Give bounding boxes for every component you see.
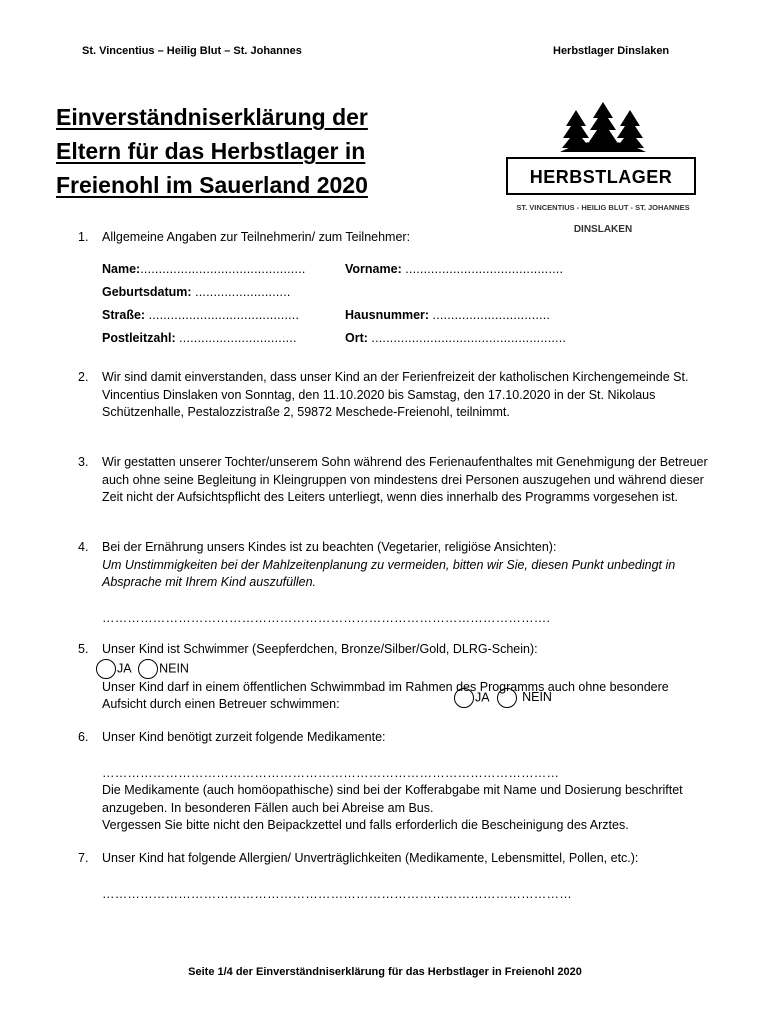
section-4-text: Bei der Ernährung unsers Kindes ist zu beachten (Vegetarier, religiöse Ansichten): xyxy=(102,540,557,554)
schwimmer-options xyxy=(96,659,710,679)
section-1-number: 1. xyxy=(78,230,89,244)
name-label: Name: xyxy=(102,262,141,276)
section-4-italic-note: Um Unstimmigkeiten bei der Mahlzeitenplanung zu vermeiden, bitten wir Sie, diesen Punkt unbedingt in Absprache mit Ihrem Kind auszufüllen. xyxy=(102,557,676,589)
ernaehrung-blank[interactable]: ……………………………………………………………………………………………. xyxy=(102,610,551,625)
vorname-field[interactable] xyxy=(345,262,563,276)
section-2-number: 2. xyxy=(78,370,89,384)
section-5-content xyxy=(102,641,710,714)
schwimmbad-ja-radio[interactable] xyxy=(454,688,474,708)
title-line-3: Freienohl im Sauerland 2020 xyxy=(56,172,368,198)
schwimmbad-options xyxy=(454,688,552,708)
section-5-text-2: Unser Kind darf in einem öffentlichen Schwimmbad im Rahmen des Programms auch ohne besondere Aufsicht durch einen Betreuer schwimmen: xyxy=(102,679,669,711)
ort-label: Ort: xyxy=(345,331,368,345)
section-3-text: Wir gestatten unserer Tochter/unserem Sohn während des Ferienaufenthaltes mit Genehmigung der Betreuer auch ohne seine Begleitung in Kleingruppen von mindestens drei Personen auszugehen und während dieser Zeit nicht der Aufsichtspflicht des Leiters unterliegt, wenn dies innerhalb des Programms vorgesehen ist. xyxy=(102,455,708,504)
schwimmbad-nein-label: NEIN xyxy=(522,689,552,704)
section-5-text: Unser Kind ist Schwimmer (Seepferdchen, Bronze/Silber/Gold, DLRG-Schein): xyxy=(102,642,538,656)
ort-blank[interactable]: ..................................................... xyxy=(371,331,567,345)
schwimmbad-ja-label: JA xyxy=(475,689,490,704)
strasse-label: Straße: xyxy=(102,308,146,322)
geburtsdatum-field[interactable] xyxy=(102,285,291,299)
schwimmbad-nein-radio[interactable] xyxy=(497,688,517,708)
section-5-number: 5. xyxy=(78,642,89,656)
section-4-content xyxy=(102,539,710,627)
section-2-text: Wir sind damit einverstanden, dass unser Kind an der Ferienfreizeit der katholischen Kirchengemeinde St. Vincentius Dinslaken von Sonntag, den 11.10.2020 bis Samstag, den 17.10.2020 in der St. Nikolaus Schützenhalle, Pestalozzistraße 2, 59872 Meschede-Freienohl, teilnimmt. xyxy=(102,370,689,419)
logo-wordmark: HERBSTLAGER xyxy=(529,167,673,187)
name-field[interactable] xyxy=(102,262,306,276)
section-6-note-2: Vergessen Sie bitte nicht den Beipackzettel und falls erforderlich die Bescheinigung des Arztes. xyxy=(102,818,629,832)
name-blank[interactable]: ............................................. xyxy=(140,262,306,276)
section-6-note-1: Die Medikamente (auch homöopathische) sind bei der Kofferabgabe mit Name und Dosierung beschriftet anzugeben. In besonderen Fällen auch bei Abreise am Bus. xyxy=(102,783,683,815)
schwimmer-nein-label: NEIN xyxy=(159,660,189,675)
medikamente-blank[interactable]: ……………………………………………………………………………………………… xyxy=(102,765,560,780)
hausnummer-label: Hausnummer: xyxy=(345,308,430,322)
logo-city: DINSLAKEN xyxy=(573,224,633,235)
title-line-2: Eltern für das Herbstlager in xyxy=(56,138,366,164)
trees-icon xyxy=(558,100,648,156)
logo-subtitle: ST. VINCENTIUS - HEILIG BLUT - ST. JOHANNES xyxy=(516,203,690,212)
section-6-text: Unser Kind benötigt zurzeit folgende Medikamente: xyxy=(102,730,386,744)
section-6-content xyxy=(102,729,710,835)
section-7-number: 7. xyxy=(78,851,89,865)
header-event: Herbstlager Dinslaken xyxy=(553,45,670,57)
vorname-label: Vorname: xyxy=(345,262,402,276)
schwimmer-ja-label: JA xyxy=(117,660,132,675)
logo-wordmark-box xyxy=(506,157,696,195)
header-parishes: St. Vincentius – Heilig Blut – St. Johannes xyxy=(82,45,302,57)
vorname-blank[interactable]: ........................................... xyxy=(405,262,564,276)
section-1-text: Allgemeine Angaben zur Teilnehmerin/ zum Teilnehmer: xyxy=(102,230,411,244)
schwimmbad-block xyxy=(102,679,710,714)
allergien-blank[interactable]: ………………………………………………………………………………………………… xyxy=(102,886,572,901)
document-title xyxy=(56,100,456,202)
title-line-1: Einverständniserklärung der xyxy=(56,104,368,130)
plz-label: Postleitzahl: xyxy=(102,331,176,345)
ort-field[interactable] xyxy=(345,331,566,345)
strasse-field[interactable] xyxy=(102,308,299,322)
section-4-number: 4. xyxy=(78,540,89,554)
plz-blank[interactable]: ................................ xyxy=(179,331,297,345)
geburtsdatum-label: Geburtsdatum: xyxy=(102,285,192,299)
hausnummer-field[interactable] xyxy=(345,308,550,322)
geburtsdatum-blank[interactable]: .......................... xyxy=(195,285,291,299)
plz-field[interactable] xyxy=(102,331,297,345)
section-7-content xyxy=(102,850,710,903)
herbstlager-logo xyxy=(498,100,708,240)
strasse-blank[interactable]: ......................................... xyxy=(148,308,300,322)
hausnummer-blank[interactable]: ................................ xyxy=(432,308,551,322)
section-3-number: 3. xyxy=(78,455,89,469)
page-footer: Seite 1/4 der Einverständniserklärung für das Herbstlager in Freienohl 2020 xyxy=(188,966,582,978)
section-7-text: Unser Kind hat folgende Allergien/ Unverträglichkeiten (Medikamente, Lebensmittel, Pollen, etc.): xyxy=(102,851,639,865)
schwimmer-nein-radio[interactable] xyxy=(138,659,158,679)
schwimmer-ja-radio[interactable] xyxy=(96,659,116,679)
section-6-number: 6. xyxy=(78,730,89,744)
